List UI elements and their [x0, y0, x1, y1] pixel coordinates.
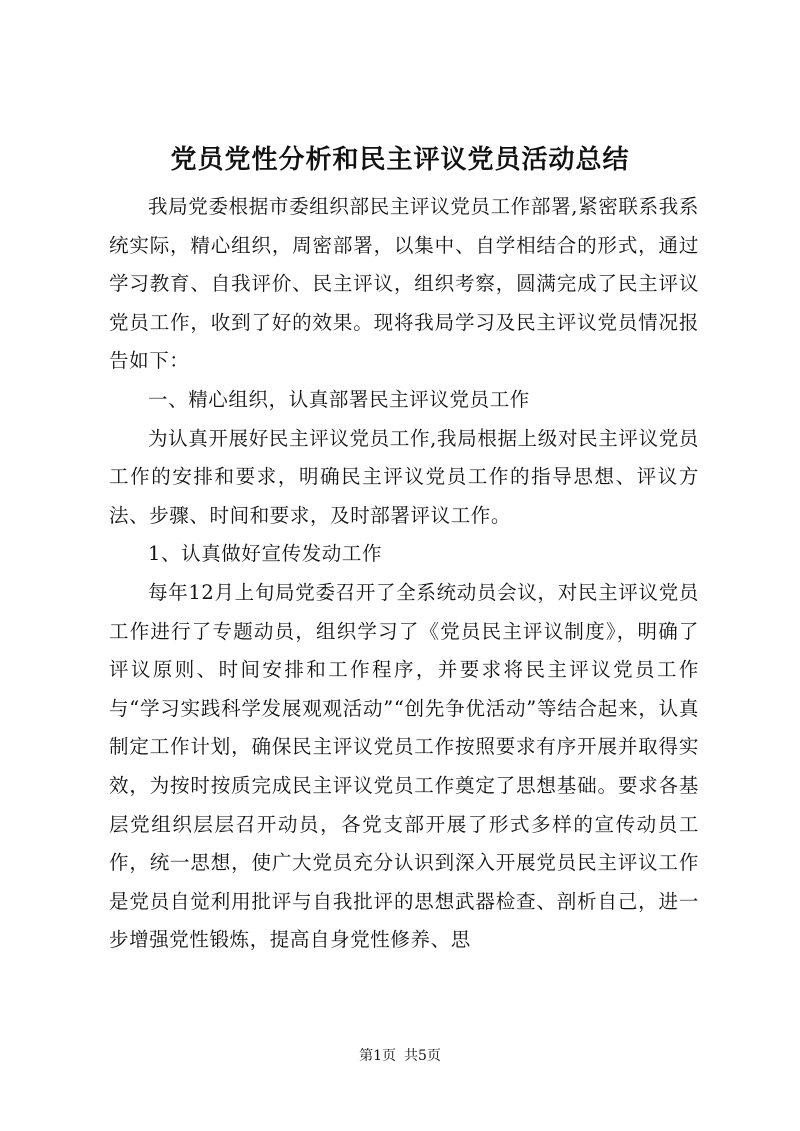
page-number: 第1页	[359, 1048, 396, 1064]
paragraph-section-1: 为认真开展好民主评议党员工作,我局根据上级对民主评议党员工作的安排和要求，明确民主评议党员工作的指导思想、评议方法、步骤、时间和要求，及时部署评议工作。	[109, 426, 699, 527]
page-footer	[0, 1046, 800, 1066]
paragraph-intro: 我局党委根据市委组织部民主评议党员工作部署,紧密联系我系统实际，精心组织，周密部署，以集中、自学相结合的形式，通过学习教育、自我评价、民主评议，组织考察，圆满完成了民主评议党员工作，收到了好的效果。现将我局学习及民主评议党员情况报告如下：	[109, 195, 699, 373]
document-title: 党员党性分析和民主评议党员活动总结	[170, 145, 630, 175]
subsection-heading-1: 1、认真做好宣传发动工作	[148, 542, 383, 566]
document-body	[109, 188, 699, 960]
page-total: 共5页	[404, 1048, 441, 1064]
paragraph-subsection-1: 每年12月上旬局党委召开了全系统动员会议，对民主评议党员工作进行了专题动员，组织学习了《党员民主评议制度》，明确了评议原则、时间安排和工作程序，并要求将民主评议党员工作与“学习实践科学发展观观活动”“创先争优活动”等结合起来，认真制定工作计划，确保民主评议党员工作按照要求有序开展并取得实效，为按时按质完成民主评议党员工作奠定了思想基础。要求各基层党组织层层召开动员，各党支部开展了形式多样的宣传动员工作，统一思想，使广大党员充分认识到深入开展党员民主评议工作是党员自觉利用批评与自我批评的思想武器检查、剖析自己，进一步增强党性锻炼，提高自身党性修养、思	[109, 580, 699, 952]
section-heading-1: 一、精心组织，认真部署民主评议党员工作	[148, 387, 530, 411]
